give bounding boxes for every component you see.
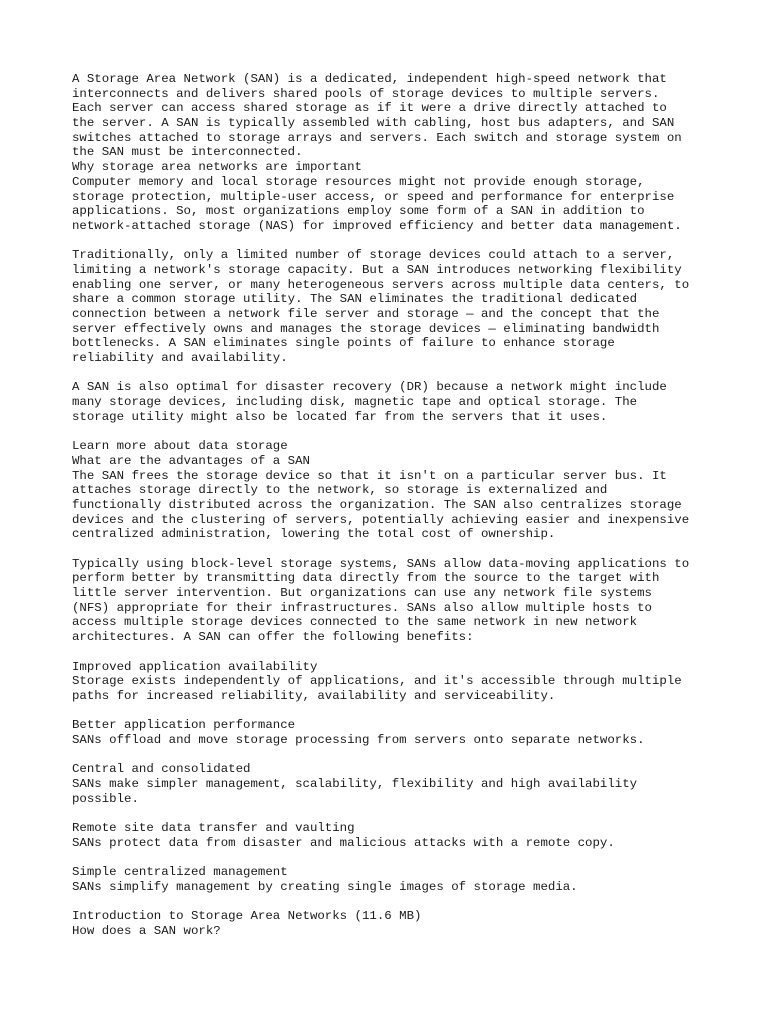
text-line: the SAN must be interconnected. — [72, 145, 303, 160]
text-line: storage protection, multiple-user access, or speed and performance for enterprise — [72, 189, 675, 204]
heading-why-important — [72, 160, 712, 175]
text-line: Computer memory and local storage resources might not provide enough storage, — [72, 174, 645, 189]
block-level-paragraph — [72, 557, 712, 645]
text-line: share a common storage utility. The SAN eliminates the traditional dedicated — [72, 292, 638, 307]
text-line: architectures. A SAN can offer the following benefits: — [72, 630, 474, 645]
disaster-recovery-paragraph — [72, 380, 712, 424]
heading-advantages — [72, 454, 712, 469]
text-line: (NFS) appropriate for their infrastructures. SANs also allow multiple hosts to — [72, 600, 652, 615]
text-line: enabling one server, or many heterogeneous servers across multiple data centers, to — [72, 277, 690, 292]
document-page — [72, 72, 712, 939]
benefit-performance — [72, 718, 712, 747]
text-line: centralized administration, lowering the total cost of ownership. — [72, 527, 556, 542]
text-line: Traditionally, only a limited number of storage devices could attach to a server, — [72, 248, 675, 263]
why-important-paragraph — [72, 175, 712, 234]
text-line: devices and the clustering of servers, potentially achieving easier and inexpensive — [72, 512, 690, 527]
text-line: the server. A SAN is typically assembled with cabling, host bus adapters, and SAN — [72, 116, 675, 131]
text-line: Remote site data transfer and vaulting — [72, 821, 355, 836]
text-line: Each server can access shared storage as if it were a drive directly attached to — [72, 101, 667, 116]
text-line: attaches storage directly to the network, so storage is externalized and — [72, 483, 608, 498]
text-line: storage utility might also be located far from the servers that it uses. — [72, 409, 608, 424]
benefit-management — [72, 865, 712, 894]
blank-line — [72, 425, 712, 440]
text-line: applications. So, most organizations employ some form of a SAN in addition to — [72, 204, 645, 219]
text-line: SANs make simpler management, scalability, flexibility and high availability — [72, 777, 638, 791]
text-line: A Storage Area Network (SAN) is a dedicated, independent high-speed network that — [72, 72, 667, 86]
text-line: bottlenecks. A SAN eliminates single points of failure to enhance storage — [72, 336, 615, 351]
text-line: SANs simplify management by creating single images of storage media. — [72, 879, 578, 894]
blank-line — [72, 850, 712, 865]
intro-download-link[interactable] — [72, 909, 712, 924]
text-line: SANs offload and move storage processing from servers onto separate networks. — [72, 732, 645, 747]
text-line: reliability and availability. — [72, 351, 288, 366]
advantages-paragraph — [72, 469, 712, 542]
blank-line — [72, 806, 712, 821]
benefit-availability — [72, 660, 712, 704]
text-line: Typically using block-level storage systems, SANs allow data-moving applications to — [72, 556, 690, 571]
text-line: limiting a network's storage capacity. But a SAN introduces networking flexibility — [72, 262, 682, 277]
text-line: many storage devices, including disk, magnetic tape and optical storage. The — [72, 395, 638, 410]
text-line: A SAN is also optimal for disaster recovery (DR) because a network might include — [72, 380, 667, 395]
text-line: The SAN frees the storage device so that it isn't on a particular server bus. It — [72, 468, 667, 483]
intro-paragraph — [72, 72, 712, 160]
text-line: little server intervention. But organizations can use any network file systems — [72, 586, 652, 601]
benefit-remote — [72, 821, 712, 850]
text-line: Improved application availability — [72, 659, 318, 674]
text-line: How does a SAN work? — [72, 923, 221, 938]
blank-line — [72, 748, 712, 763]
text-line: access multiple storage devices connected to the same network in new network — [72, 615, 638, 630]
text-line: What are the advantages of a SAN — [72, 453, 310, 468]
blank-line — [72, 366, 712, 381]
learn-more-link[interactable] — [72, 439, 712, 454]
text-line: possible. — [72, 791, 139, 806]
text-line: Why storage area networks are important — [72, 160, 362, 175]
text-line: Simple centralized management — [72, 865, 288, 880]
text-line: switches attached to storage arrays and servers. Each switch and storage system on — [72, 130, 682, 145]
text-line: Central and consolidated — [72, 762, 251, 777]
text-line: functionally distributed across the organization. The SAN also centralizes storage — [72, 497, 682, 512]
blank-line — [72, 542, 712, 557]
blank-line — [72, 895, 712, 910]
benefit-central — [72, 762, 712, 806]
traditionally-paragraph — [72, 248, 712, 366]
text-line: connection between a network file server and storage — and the concept that the — [72, 307, 660, 321]
text-line: SANs protect data from disaster and malicious attacks with a remote copy. — [72, 835, 615, 850]
text-line: Storage exists independently of applications, and it's accessible through multiple — [72, 674, 682, 689]
text-line: paths for increased reliability, availability and serviceability. — [72, 688, 556, 703]
blank-line — [72, 704, 712, 719]
blank-line — [72, 234, 712, 249]
blank-line — [72, 645, 712, 660]
text-line[interactable]: Introduction to Storage Area Networks (11.6 MB) — [72, 909, 422, 924]
text-line: interconnects and delivers shared pools of storage devices to multiple servers. — [72, 86, 660, 101]
text-line: network-attached storage (NAS) for improved efficiency and better data management. — [72, 218, 682, 233]
text-line[interactable]: Learn more about data storage — [72, 439, 288, 454]
text-line: Better application performance — [72, 718, 296, 733]
text-line: perform better by transmitting data directly from the source to the target with — [72, 571, 660, 586]
text-line: server effectively owns and manages the storage devices — eliminating bandwidth — [72, 321, 660, 336]
heading-how-work — [72, 924, 712, 939]
